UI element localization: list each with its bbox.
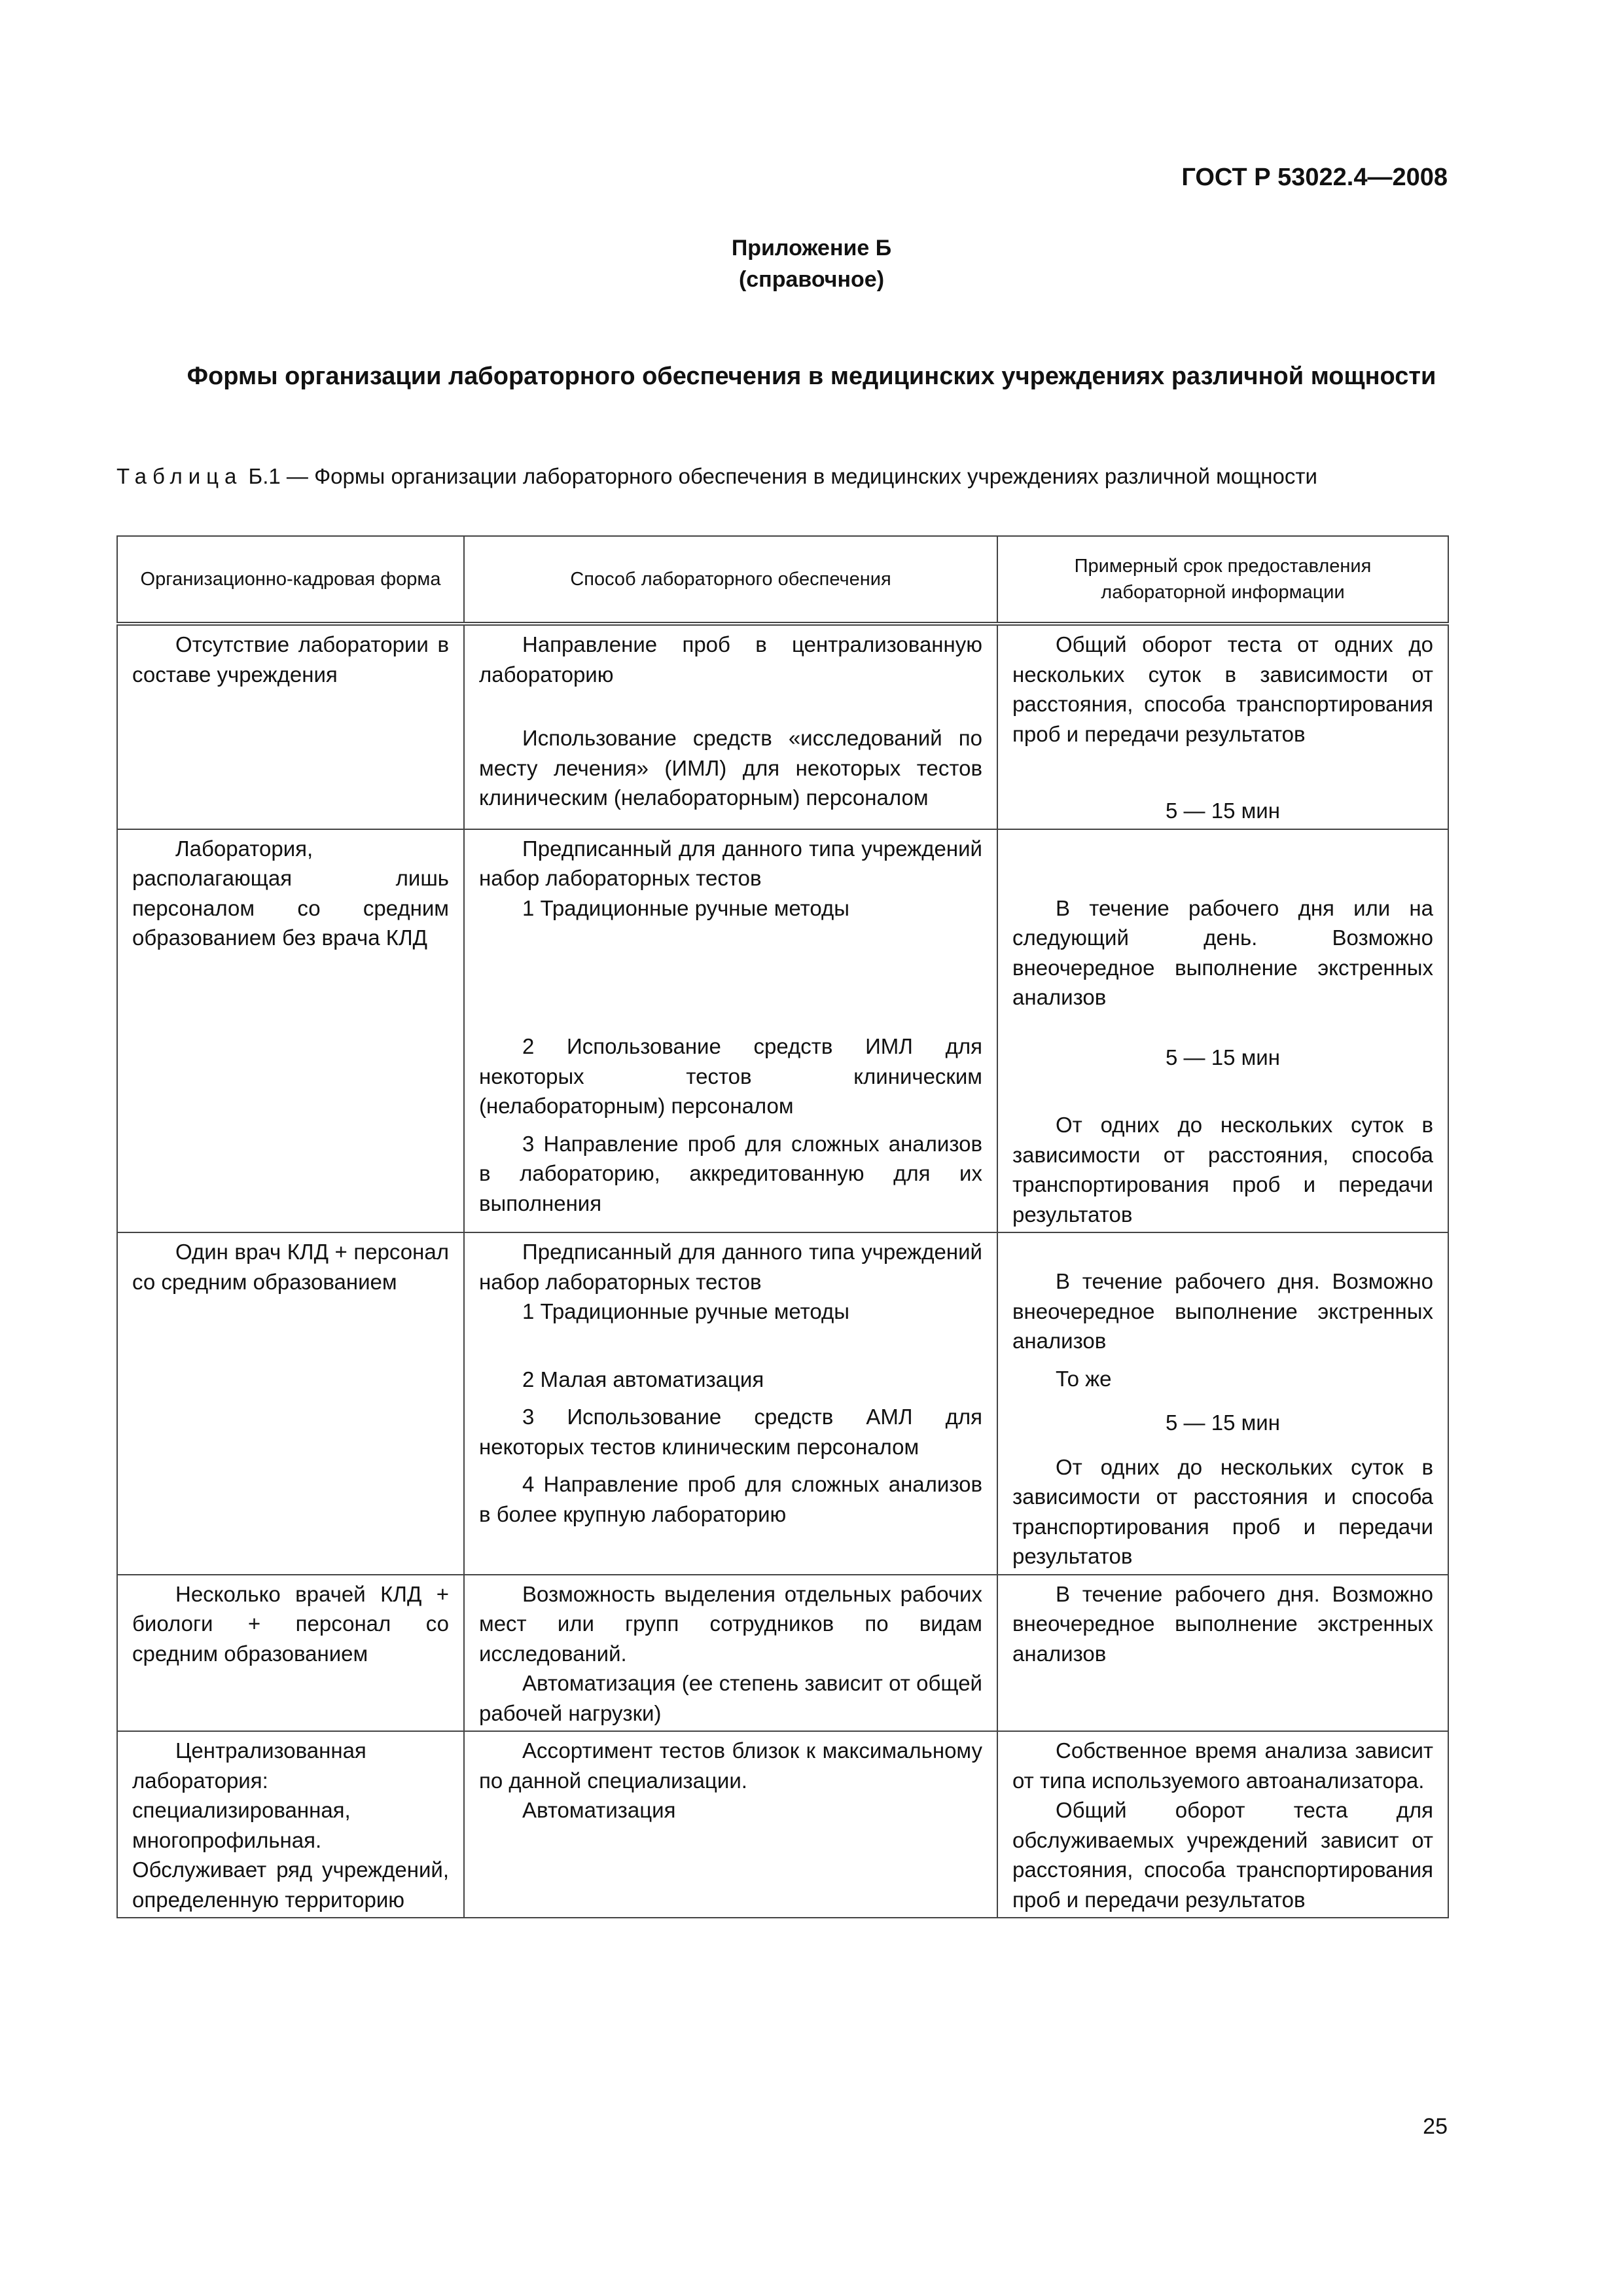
- form-text: Несколько врачей КЛД + биологи + персонал со средним образованием: [132, 1581, 449, 1666]
- term-item: Общий оборот теста для обслуживаемых учреждений зависит от расстояния, способа транспортирования проб и передачи результатов: [1012, 1798, 1433, 1912]
- table-caption-text: Б.1 — Формы организации лабораторного обеспечения в медицинских учреждениях различной мощности: [242, 464, 1317, 488]
- method-item: 1 Традиционные ручные методы: [522, 1299, 850, 1323]
- document-title: Формы организации лабораторного обеспечения в медицинских учреждениях различной мощности: [187, 363, 1436, 390]
- method-item: Возможность выделения отдельных рабочих мест или групп сотрудников по видам исследований.: [479, 1581, 982, 1666]
- table-row: [117, 1731, 1448, 1918]
- page-number: 25: [1423, 2114, 1448, 2139]
- appendix-type: (справочное): [738, 267, 885, 292]
- form-cell: [117, 1575, 464, 1732]
- term-cell: [997, 1232, 1448, 1575]
- appendix-heading: [0, 232, 1623, 295]
- form-cell: [117, 829, 464, 1233]
- method-item: 3 Направление проб для сложных анализов в лабораторию, аккредитованную для их выполнения: [479, 1131, 982, 1215]
- term-item: В течение рабочего дня. Возможно внеочередное выполнение экстренных анализов: [1012, 1581, 1433, 1666]
- table-row: [117, 1575, 1448, 1732]
- method-item: Автоматизация (ее степень зависит от общей рабочей нагрузки): [479, 1671, 982, 1725]
- appendix-label: Приложение Б: [731, 236, 892, 260]
- method-cell: [464, 1731, 997, 1918]
- term-item: От одних до нескольких суток в зависимости от расстояния, способа транспортирования проб и передачи результатов: [1012, 1113, 1433, 1227]
- method-cell: [464, 829, 997, 1233]
- term-item: 5 — 15 мин: [1166, 1045, 1280, 1069]
- column-header-form: Организационно-кадровая форма: [117, 536, 464, 624]
- term-item: В течение рабочего дня или на следующий день. Возможно внеочередное выполнение экстренных анализов: [1012, 895, 1433, 1009]
- method-item: 3 Использование средств АМЛ для некоторых тестов клиническим персоналом: [479, 1405, 982, 1459]
- method-intro: Предписанный для данного типа учреждений набор лабораторных тестов: [479, 836, 982, 890]
- method-item: Ассортимент тестов близок к максимальному по данной специализации.: [479, 1738, 982, 1793]
- lab-forms-table: [116, 535, 1449, 1918]
- column-header-method: Способ лабораторного обеспечения: [464, 536, 997, 624]
- method-item: 2 Малая автоматизация: [522, 1367, 764, 1391]
- table-caption-prefix: Таблица: [116, 464, 243, 488]
- method-item: Автоматизация: [522, 1798, 676, 1822]
- term-item: От одних до нескольких суток в зависимости от расстояния и способа транспортирования проб и передачи результатов: [1012, 1454, 1433, 1568]
- form-cell: [117, 1731, 464, 1918]
- column-header-term: Примерный срок предоставления лабораторной информации: [997, 536, 1448, 624]
- form-text: Один врач КЛД + персонал со средним образованием: [132, 1240, 449, 1294]
- table-row: [117, 624, 1448, 829]
- method-item: Направление проб в централизованную лабораторию: [479, 632, 982, 687]
- method-cell: [464, 624, 997, 829]
- method-item: Использование средств «исследований по месту лечения» (ИМЛ) для некоторых тестов клиническим (нелабораторным) персоналом: [479, 726, 982, 810]
- term-item: В течение рабочего дня. Возможно внеочередное выполнение экстренных анализов: [1012, 1269, 1433, 1353]
- method-intro: Предписанный для данного типа учреждений набор лабораторных тестов: [479, 1240, 982, 1294]
- form-cell: [117, 1232, 464, 1575]
- term-cell: [997, 1731, 1448, 1918]
- method-cell: [464, 1575, 997, 1732]
- term-item: 5 — 15 мин: [1166, 1410, 1280, 1435]
- table-caption: [116, 461, 1432, 491]
- table-row: [117, 1232, 1448, 1575]
- term-cell: [997, 624, 1448, 829]
- form-cell: [117, 624, 464, 829]
- term-cell: [997, 829, 1448, 1233]
- form-text: Отсутствие лаборатории в составе учреждения: [132, 632, 449, 687]
- table-header-row: [117, 536, 1448, 624]
- term-cell: [997, 1575, 1448, 1732]
- method-item: 1 Традиционные ручные методы: [522, 895, 850, 920]
- standard-number: ГОСТ Р 53022.4—2008: [1181, 164, 1448, 191]
- form-text: Централизованная лаборатория: специализированная, многопрофильная. Обслуживает ряд учреждений, определенную территорию: [132, 1738, 449, 1912]
- term-item: Общий оборот теста от одних до нескольких суток в зависимости от расстояния, способа транспортирования проб и передачи результатов: [1012, 632, 1433, 746]
- form-text: Лаборатория, располагающая лишь персоналом со средним образованием без врача КЛД: [132, 836, 449, 950]
- method-item: 4 Направление проб для сложных анализов в более крупную лабораторию: [479, 1472, 982, 1526]
- term-item: То же: [1056, 1366, 1112, 1391]
- table-row: [117, 829, 1448, 1233]
- method-cell: [464, 1232, 997, 1575]
- term-item: Собственное время анализа зависит от типа используемого автоанализатора.: [1012, 1738, 1433, 1793]
- method-item: 2 Использование средств ИМЛ для некоторых тестов клиническим (нелабораторным) персоналом: [479, 1034, 982, 1118]
- term-item: 5 — 15 мин: [1166, 798, 1280, 823]
